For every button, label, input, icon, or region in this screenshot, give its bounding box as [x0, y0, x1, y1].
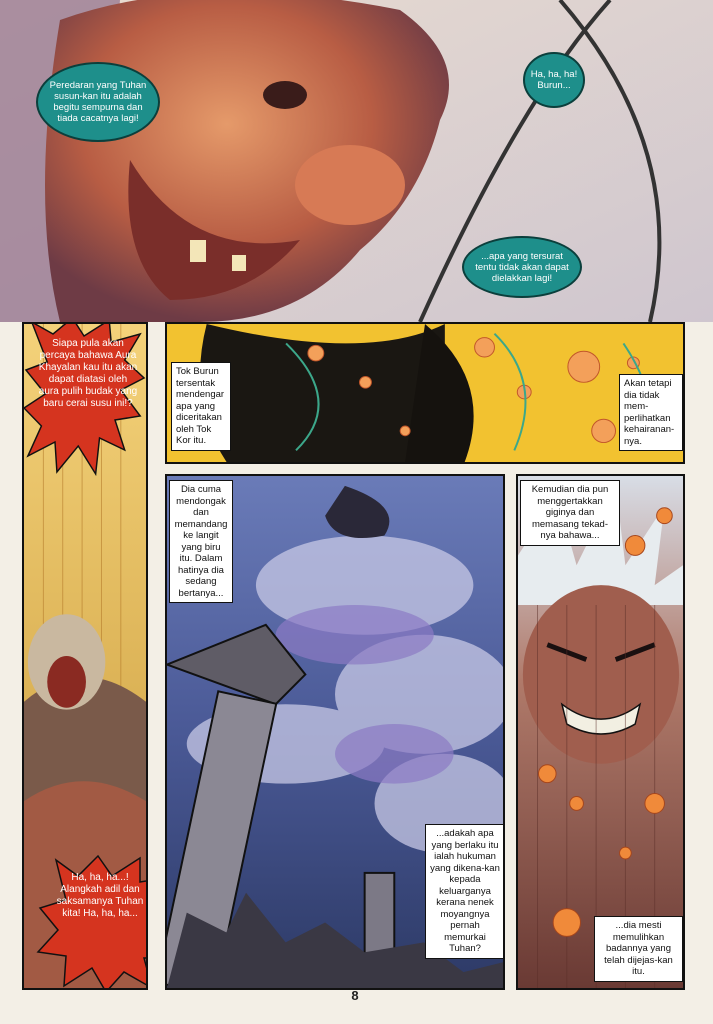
caption-sky-bottom: ...adakah apa yang berlaku itu ialah hukuman yang dikena-kan kepada keluarganya kerana nenek moyangnya pernah memurkai Tuhan? [425, 824, 505, 959]
speech-bubble-top-right: Ha, ha, ha! Burun... [523, 52, 585, 108]
caption-sky-top: Dia cuma mendongak dan memandang ke langit yang biru itu. Dalam hatinya dia sedang bertanya... [169, 480, 233, 603]
warrior-panel [516, 474, 685, 990]
caption-cosmic-right: Akan tetapi dia tidak mem-perlihatkan kehairanan-nya. [619, 374, 683, 451]
speech-bubble-left: Peredaran yang Tuhan susun-kan itu adalah begitu sempurna dan tiada cacatnya lagi! [36, 62, 160, 142]
warrior-face-illustration [518, 476, 683, 988]
caption-warrior-bottom: ...dia mesti memulihkan badannya yang telah dijejas-kan itu. [594, 916, 683, 982]
caption-warrior-top: Kemudian dia pun menggertakkan giginya dan memasang tekad-nya bahawa... [520, 480, 620, 546]
caption-cosmic-left: Tok Burun tersentak mendengar apa yang diceritakan oleh Tok Kor itu. [171, 362, 231, 451]
burst-text-top: Siapa pula akan percaya bahawa Aura Khayalan kau itu akan dapat diatasi oleh aura pulih budak yang baru cerai susu ini!? [38, 338, 138, 409]
page-number: 8 [351, 988, 359, 1003]
giant-face-illustration [0, 0, 713, 322]
sky-panel [165, 474, 505, 990]
cosmic-panel [165, 322, 685, 464]
cosmic-background [167, 324, 683, 462]
speech-bubble-bottom-right: ...apa yang tersurat tentu tidak akan dapat dielakkan lagi! [462, 236, 582, 298]
top-panel [0, 0, 713, 322]
burst-text-bottom: Ha, ha, ha...! Alangkah adil dan saksamanya Tuhan kita! Ha, ha, ha... [56, 872, 144, 919]
